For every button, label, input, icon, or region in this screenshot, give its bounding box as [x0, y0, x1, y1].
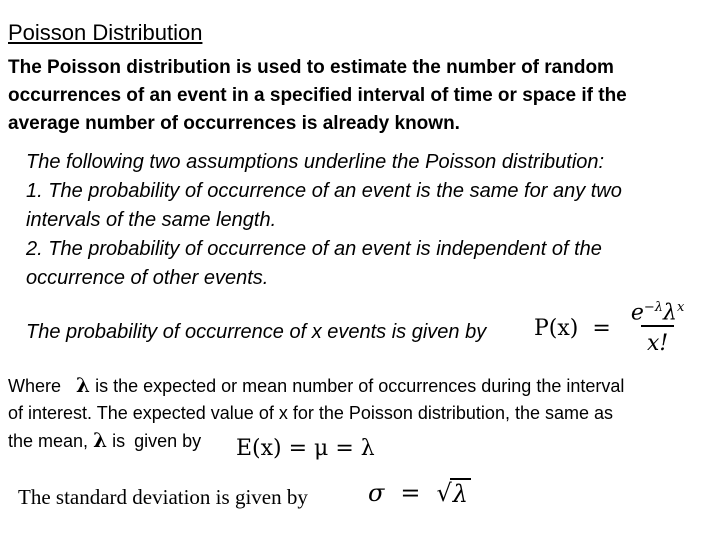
formula-equals: = — [592, 315, 611, 341]
sigma-symbol: σ — [368, 479, 385, 507]
lambda-symbol: λ — [76, 373, 91, 397]
assumption-1-line-2: intervals of the same length. — [26, 209, 277, 231]
expected-value-formula: E(x) = μ = λ — [236, 436, 375, 461]
page-title: Poisson Distribution — [8, 20, 203, 45]
formula-denominator: x! — [641, 325, 674, 356]
sd-equals: = — [400, 479, 421, 507]
lambda-symbol-2: λ — [93, 428, 108, 452]
std-dev-formula — [368, 478, 471, 508]
probability-text: The probability of occurrence of x events is given by — [26, 321, 487, 343]
intro-paragraph — [8, 54, 627, 138]
assumptions-heading: The following two assumptions underline the Poisson distribution: — [26, 151, 605, 173]
assumption-2-line-2: occurrence of other events. — [26, 267, 269, 289]
where-label: Where — [8, 376, 62, 396]
intro-line-1: The Poisson distribution is used to estimate the number of random — [8, 57, 614, 78]
num-lambda: λ — [663, 300, 677, 326]
sqrt-icon: √ — [436, 479, 452, 507]
where-text: is the expected or mean number of occurrences during the interval — [95, 376, 625, 396]
where-given-by: given by — [134, 431, 202, 451]
formula-numerator — [627, 300, 688, 325]
num-exp-neg-lambda: −λ — [643, 300, 663, 315]
assumption-1-line-1: 1. The probability of occurrence of an event is the same for any two — [26, 180, 622, 202]
intro-line-2: occurrences of an event in a specified interval of time or space if the — [8, 85, 627, 106]
where-is: is — [112, 431, 126, 451]
assumptions-block — [26, 148, 622, 293]
assumption-2-line-1: 2. The probability of occurrence of an event is independent of the — [26, 238, 602, 260]
sqrt-radicand: λ — [450, 478, 471, 508]
poisson-formula — [534, 300, 688, 356]
num-e: e — [630, 300, 644, 326]
where-line-1 — [8, 372, 624, 400]
intro-line-3: average number of occurrences is already known. — [8, 113, 460, 134]
where-line-2: of interest. The expected value of x for the Poisson distribution, the same as — [8, 403, 614, 423]
formula-lhs: P(x) — [534, 315, 579, 341]
formula-fraction — [627, 300, 688, 356]
where-mean: the mean, — [8, 431, 89, 451]
num-exp-x: x — [676, 300, 685, 315]
std-dev-text: The standard deviation is given by — [18, 485, 308, 509]
